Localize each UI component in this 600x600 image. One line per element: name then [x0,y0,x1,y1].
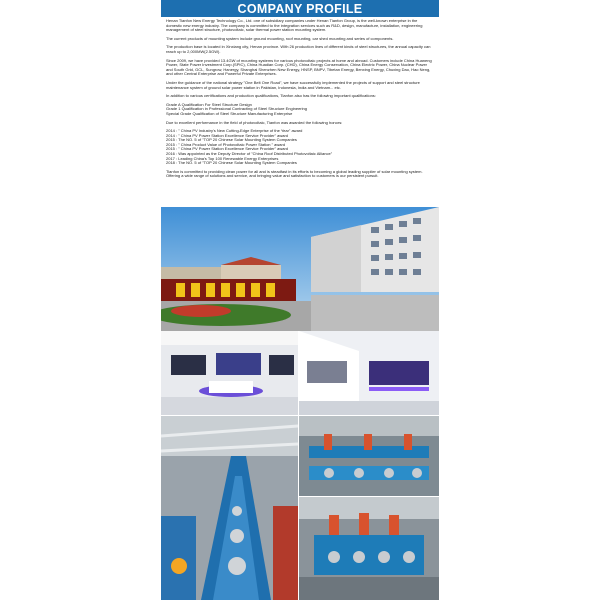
qualification-item: Grade 1 Qualification in Professional Contracting of Steel Structure Engineering [166,106,307,112]
intro-paragraph: Henan Tianfon New Energy Technology Co., Ltd. one of subsidiary companies under Henan Tianfon Group, is the well-known enterprise in the domestic new energy industry. The company is committed to the integration services such as R&D, design, manufacture, installation, engineering management of steel structure, photovoltaic, solar thermal power station mounting system. [166,18,423,33]
showroom-photo-right [299,331,439,415]
qualification-item: Special Grade Qualification of Steel Structure Manufacturing Enterprise [166,110,293,116]
honor-item: 2015 : " China PV Power Station Excellence Service Provider" award [166,146,289,152]
workshop-photo-right-top [299,416,439,496]
factory-exterior-photo [161,207,439,331]
belt-road-paragraph: Under the guidance of the national strategy "One Belt One Road", we have successfully implemented the projects of support and steel structure maintenance system of ground solar power station in Pakistan, Indonesia, India and Vietnam... etc. [166,79,420,90]
company-profile-page [161,0,439,600]
production-paragraph: The production base is located in Xinxiang city, Henan province. With 26 production lines of different kinds of steel structures, the annual capacity can reach up to 2,000MW(2.5GW). [166,44,431,54]
photo-collage [161,207,439,600]
honor-item: 2016 : Was appointed as the Deputy Director of "China Roof Distributed Photovoltaic Alliance" [166,151,333,157]
honor-item: 2015 : " China Product Value of Photovoltaic Power Station " award [166,141,286,147]
honor-item: 2014 : " China PV Industry's New Cutting-Edge Enterprise of the Year" award [166,128,303,134]
qualification-item: Grade A Qualification For Steel Structure Design [166,101,252,107]
honor-item: 2014 : " China PV Power Station Excellence Service Provider" award [166,132,289,138]
customers-paragraph: Since 2009, we have provided 13.4GW of mounting systems for various photovoltaic projects at home and abroad. Customers include China Huaneng Power, State Power Investment Corp.(SPIC), China Huadian Corp. (CHD), China Energy Conservation, China Electric Power, China Nuclear Power and South Grid, GCL, Sungrow, Hanergy, Shanghai Shenzhen New Energy, HNSP, BNPV, Tibetan Energy, Benxing Energy, Chuxing Dao, Hao Neng, and other Central Enterprise and Powerful Private Enterprises. [166,57,432,77]
page-title: COMPANY PROFILE [237,2,363,16]
products-paragraph: The current products of mounting system include ground mounting, roof mounting, car shed mounting and series of components. [166,35,394,41]
honors-intro-paragraph: Due to excellent performance in the field of photovoltaic, Tianfon was awarded the following honors: [166,119,343,125]
profile-text [166,19,434,183]
workshop-photo-right-bottom [299,497,439,600]
certs-intro-paragraph: In addition to various certifications and production qualifications, Tianfon also has the following important qualifications: [166,93,376,99]
title-banner [161,0,439,17]
closing-paragraph: Tianfon is committed to providing clean power for all and is steadfast in its efforts to becoming a global leading supplier of solar mounting system. Offering a wide range of solutions and service, and bringing value and satisfaction to customers is our persistent pursuit. [166,168,423,179]
honor-item: 2015 : The NO. 5 of "TOP 20 Chinese Solar Mounting System Companies [166,137,297,143]
honor-item: 2018 : The NO. 5 of "TOP 20 Chinese Solar Mounting System Companies [166,160,297,166]
honor-item: 2017 : Leading China's Top 100 Renewable Energy Enterprises [166,155,279,161]
honors-list [166,129,434,166]
showroom-photo-left [161,331,298,415]
workshop-photo-left [161,416,298,600]
qualifications-list [166,103,434,117]
